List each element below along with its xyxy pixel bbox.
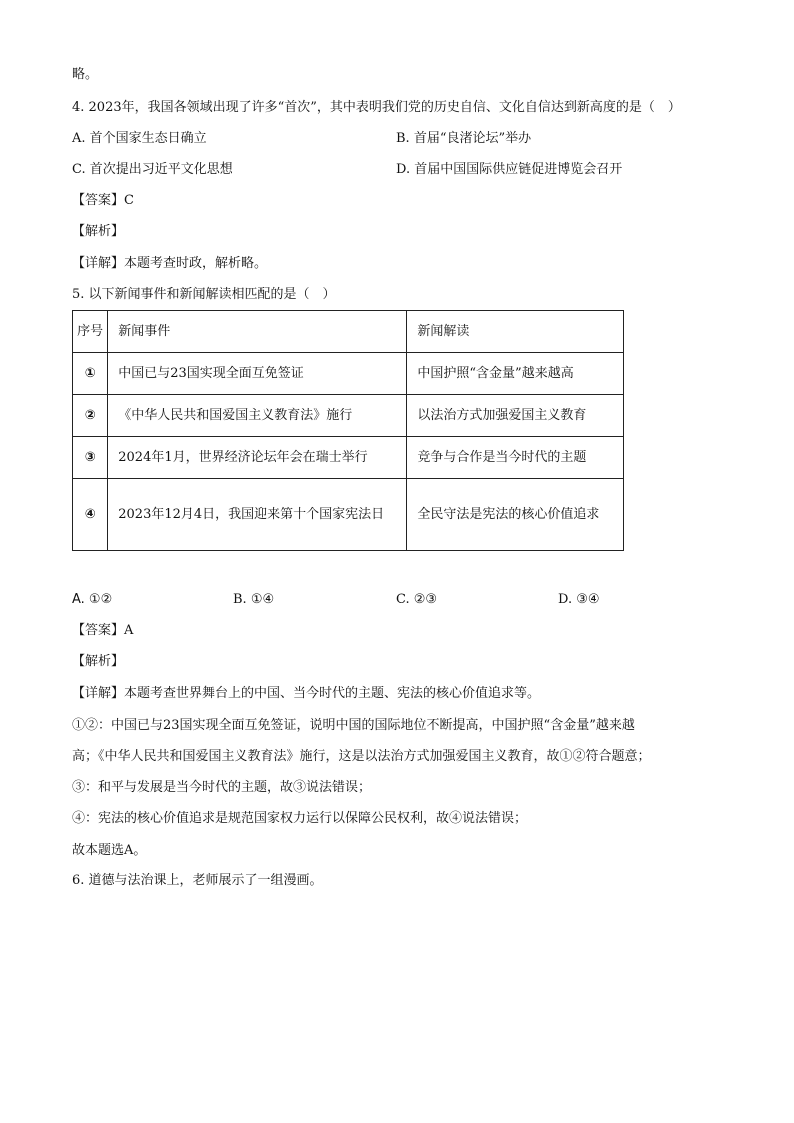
q5-answer: 【答案】A	[72, 623, 134, 638]
row-event: 中国已与23国实现全面互免签证	[108, 353, 407, 395]
q5-stem: 5. 以下新闻事件和新闻解读相匹配的是（ ）	[72, 287, 336, 302]
q5-option-b: B. ①④	[233, 592, 275, 607]
q5-explanation-3: ④：宪法的核心价值追求是规范国家权力运行以保障公民权利，故④说法错误；	[72, 811, 528, 826]
q5-option-d: D. ③④	[558, 592, 600, 607]
row-interpretation: 以法治方式加强爱国主义教育	[407, 395, 624, 437]
table-row	[73, 395, 624, 437]
q5-option-a: A. ①②	[72, 592, 113, 607]
row-interpretation: 中国护照“含金量”越来越高	[407, 353, 624, 395]
header-number: 序号	[73, 311, 108, 353]
table-row	[73, 353, 624, 395]
q4-analysis-label: 【解析】	[72, 224, 125, 239]
row-event: 2023年12月4日，我国迎来第十个国家宪法日	[108, 479, 407, 551]
row-interpretation: 竞争与合作是当今时代的主题	[407, 437, 624, 479]
row-number: ①	[73, 353, 108, 395]
row-interpretation: 全民守法是宪法的核心价值追求	[407, 479, 624, 551]
row-number: ②	[73, 395, 108, 437]
q4-stem: 4. 2023年，我国各领域出现了许多“首次”，其中表明我们党的历史自信、文化自信达到新高度的是（ ）	[72, 100, 681, 115]
q5-explanation-1a: ①②：中国已与23国实现全面互免签证，说明中国的国际地位不断提高，中国护照“含金量”越来越	[72, 718, 635, 733]
header-interpretation: 新闻解读	[407, 311, 624, 353]
news-table	[72, 310, 624, 551]
q5-explanation-1b: 高；《中华人民共和国爱国主义教育法》施行，这是以法治方式加强爱国主义教育，故①②符合题意；	[72, 749, 651, 764]
q4-option-b: B. 首届“良渚论坛”举办	[396, 131, 532, 146]
row-number: ④	[73, 479, 108, 551]
q4-option-a: A. 首个国家生态日确立	[72, 131, 207, 146]
q4-option-d: D. 首届中国国际供应链促进博览会召开	[396, 162, 623, 177]
table-row	[73, 479, 624, 551]
q5-analysis-label: 【解析】	[72, 654, 125, 669]
q4-option-c: C. 首次提出习近平文化思想	[72, 162, 233, 177]
q5-conclusion: 故本题选A。	[72, 843, 147, 858]
row-event: 2024年1月，世界经济论坛年会在瑞士举行	[108, 437, 407, 479]
row-event: 《中华人民共和国爱国主义教育法》施行	[108, 395, 407, 437]
table-row	[73, 437, 624, 479]
row-number: ③	[73, 437, 108, 479]
top-text: 略。	[72, 67, 99, 82]
q4-detail: 【详解】本题考查时政，解析略。	[72, 256, 268, 271]
q5-option-c: C. ②③	[396, 592, 438, 607]
table-header-row	[73, 311, 624, 353]
q6-stem: 6. 道德与法治课上，老师展示了一组漫画。	[72, 873, 323, 888]
q4-answer: 【答案】C	[72, 193, 134, 208]
header-event: 新闻事件	[108, 311, 407, 353]
q5-detail: 【详解】本题考查世界舞台上的中国、当今时代的主题、宪法的核心价值追求等。	[72, 686, 541, 701]
q5-explanation-2: ③：和平与发展是当今时代的主题，故③说法错误；	[72, 780, 372, 795]
